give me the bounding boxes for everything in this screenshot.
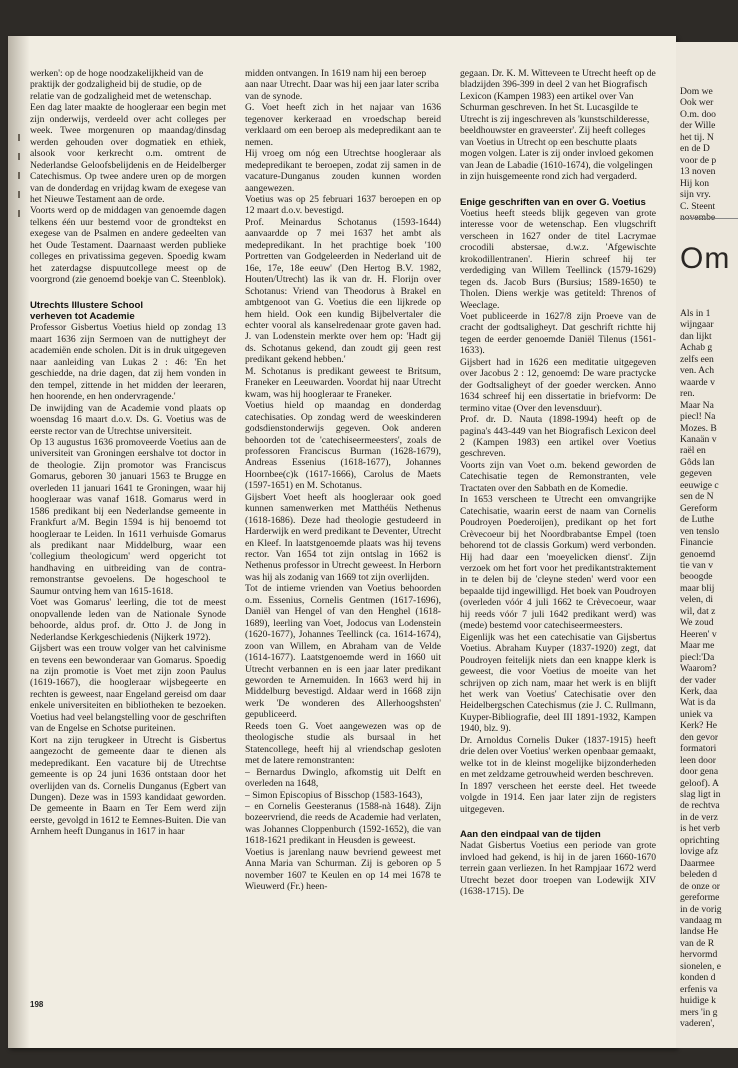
paragraph: De inwijding van de Academie vond plaats op woensdag 16 maart d.o.v. Ds. G. Voetius was de eerste rector van de Utrechtse universiteit. (30, 402, 226, 437)
paragraph: Hij vroeg om nóg een Utrechtse hoogleraar als medepredikant te beroepen, zodat zij samen in de vacature-Dunganus zouden kunnen worden aangewezen. (245, 148, 441, 194)
paragraph: Voetius hield op maandag en donderdag catechisaties. Op zondag werd de weeskinderen godsdienstonderwijs gegeven. Ook anderen behoorden tot de 'catechiseermeesters', zoals de professoren Franciscus Burman (1628-1679), Andreas Essenius (1618-1677), Johannes Hoornbee(c)k (1617-1666), Carolus de Maets (1597-1651) en M. Schotanus. (245, 400, 441, 492)
section-heading: Utrechts Illustere School verheven tot Academie (30, 299, 144, 323)
paragraph: Tot de intieme vrienden van Voetius behoorden o.m. Essenius, Cornelis Gentmen (1617-1696), Daniël van Hengel of van den Henghel (1618-1689), leerling van Voet, Jodocus van Lodenstein (1620-1677), Johannes Teellinck (ca. 1614-1674), zoon van Willem, en Abraham van de Velde (1614-1677). Laatstgenoemde werd in 1660 uit Utrecht verbannen en is een jaar later predikant geworden te Arnemuiden. In 1663 werd hij in Middelburg bevestigd. Aldaar werd in 1668 zijn werk 'De wonderen des Allerhoogshsten' gepubliceerd. (245, 583, 441, 721)
paragraph: Nadat Gisbertus Voetius een periode van grote invloed had gekend, is hij in de jaren 1660-1670 terrein gaan verliezen. In het Rampjaar 1672 werd Utrecht bezet door troepen van Lodewijk XIV (1638-1715). De (460, 840, 656, 898)
paragraph: Voorts zijn van Voet o.m. bekend geworden de Catechisatie tegen de Remonstranten, vele Tractaten over den Sabbath en de Komedie. (460, 459, 656, 494)
section-heading: Aan den eindpaal van de tijden (460, 828, 601, 840)
paragraph: Professor Gisbertus Voetius hield op zondag 13 maart 1636 zijn Sermoen van de nuttigheyt der academiën ende scholen. Dit is in druk uitgegeven naar aanleiding van Lukas 2 : 46: 'En het geschiedde, na drie dagen, dat zij hem vonden in den tempel, zittende in het midden der leeraren, hen hoorende, en hen ondervragende.' (30, 322, 226, 403)
paragraph: Voetius heeft steeds blijk gegeven van grote interesse voor de wetenschap. Een vlugschrift verscheen in 1627 onder de titel Lacrymae crocodili abstersae, d.w.z. 'Afgewischte krokodillentranen'. Hierin schreef hij ter verdediging van Willem Teellinck (1579-1629) tegen ds. Jacob Burs (Bursius; 1589-1650) te Tholen. Diens werkje was getiteld: Threnos of Weeclage. (460, 207, 656, 311)
paragraph: Op 13 augustus 1636 promoveerde Voetius aan de universiteit van Groningen eershalve tot doctor in de theologie. Zijn promotor was Franciscus Gomarus, geboren 30 januari 1563 te Brugge en overleden 11 januari 1641 te Groningen, waar hij hoogleraar was vanaf 1618. Gomarus werd in 1586 predikant bij een Nederlandse gemeente in Frankfurt a/M. Begin 1594 is hij benoemd tot hoogleraar te Leiden. In 1611 verhuisde Gomarus als predikant naar Middelburg, waar een 'collegium theologicum' werd opgericht tot handhaving en uitbreiding van de contra-remonstrantse gevoelens. De hogeschool te Saumur ontving hem van 1615-1618. (30, 436, 226, 597)
facing-page-body-text: Als in 1 wijngaar dan lijkt Achab g zelfs een ven. Ach waarde v ren. Maar Na piecl! Na Mozes. B Kanaän v raël en Gôds lan gegeven eeuwige c sen de N Gereform de Luthe ven tenslo Financie genoemd tie van v beoogde maar blij velen, di wil, dat z We zoud Heeren' v Maar me piecl:'Da Waarom? der vader Kerk, daa Wat is da uniek va Kerk? He den gevor formatori leen door door gena geloof). A slag ligt in de rechtva in de verz is het verb oprichting lovige afz Daarmee beleden d de onze or gereforme in de vorig vandaag m landse He van de R hervormd sionelen, e konden d erfenis va huidige k mers 'in g vaderen', (680, 308, 722, 1030)
paragraph: Gijsbert Voet heeft als hoogleraar ook goed kunnen samenwerken met Matthéüs Nethenus (1618-1686). Deze had theologie gestudeerd in Harderwijk en werd predikant te Deventer, Utrecht en Kleef. In laatstgenoemde plaats was hij tevens rector. Van 1654 tot zijn ontslag in 1662 is Nethenus professor in Utrecht geweest. In Herborn was hij als zodanig van 1669 tot zijn overlijden. (245, 491, 441, 583)
list-item: – en Cornelis Geesteranus (1588-nà 1648). Zijn bozeervriend, die reeds de Academie had verlaten, was Johannes Cloppenburch (1592-1652), die van 1618-1621 predikant in Heusden is geweest. (245, 801, 441, 847)
paragraph: Gijsbert was een trouw volger van het calvinisme en tevens een bewonderaar van Gomarus. Spoedig na zijn promotie is Voet met zijn zoon Paulus (1619-1667), die hoogleraar wijsbegeerte en rechten is geweest, naar Engeland gereisd om daar enkele universiteiten en bibliotheken te bezoeken. Voetius had veel belangstelling voor de geschriften van de Engelse en Schotse puriteinen. (30, 643, 226, 735)
facing-page (676, 42, 738, 1048)
paragraph: Eigenlijk was het een catechisatie van Gijsbertus Voetius. Abraham Kuyper (1837-1920) zegt, dat Poudroyen feitelijk niets dan een knappe klerk is geweest, die voor Voetius de moeite van het schrijven op zich nam, maar het werk is en blijft het werk van Voetius' Catechisatie over den Heidelbergschen Catechismus (zie J. C. Rullmann, Kuyper-Bibliografie, deel III 1891-1932, Kampen 1940, blz. 9). (460, 631, 656, 735)
facing-page-top-text: Dom we Ook wer O.m. doo der Wille het tij. N en de D voor de p 13 noven Hij kon sijn vry. C. Steent (680, 86, 717, 212)
paragraph: Reeds toen G. Voet aangewezen was op de theologische studie als bursaal in het Statencollege, heeft hij al vriendschap gesloten met de latere remonstranten: (245, 720, 441, 767)
paragraph: Voet publiceerde in 1627/8 zijn Proeve van de cracht der godtsaligheyt. Dat geschrift richtte hij tegen de eerder genoemde Daniël Tilenus (1561-1633). (460, 311, 656, 357)
paragraph: Een dag later maakte de hoogleraar een begin met zijn onderwijs, verdeeld over acht colleges per week. Twee morgenuren op maandag/dinsdag werden gehouden over dogmatiek en ethiek, alsook voor kerkrecht o.m. omtrent de Nederlandse Geloofsbelijdenis en de Heidelberger Catechismus. Op twee andere uren op de morgen van de donderdag en vrijdag kwam de exegese van het Nieuwe Testament aan de orde. (30, 102, 226, 205)
margin-marks (18, 134, 20, 229)
paragraph: Voet was Gomarus' leerling, die tot de meest onopvallende leden van de Nationale Synode behoorde, aldus prof. dr. Otto J. de Jong in Nederlandse Kerkgeschiedenis (Nijkerk 1972). (30, 597, 226, 643)
paragraph: Prof. Meinardus Schotanus (1593-1644) aanvaardde op 7 mei 1637 het ambt als medepredikant. In het prachtige boek '100 Portretten van Godgeleerden in Nederland uit de 16e, 17e, 18e eeuw' (Den Hertog B.V. 1982, Houten/Utrecht) las ik van dr. H. Florijn over Schotanus: Vriend van Theodorus à Brakel en ambtgenoot van G. Voetius die een lijkrede op hem hield. Ook een kundig Bijbelvertaler die echter vooral als kanselredenaar grote gaven had. J. van Lodenstein merkte over hem op: 'Hadt gij ds. Schotanus gekend, dan zoudt gij geen rest predikant gekend hebben.' (245, 216, 441, 366)
paragraph: Dr. Arnoldus Cornelis Duker (1837-1915) heeft drie delen over Voetius' werken openbaar gemaakt, welke tot in de kleinst mogelijke bijzonderheden en met zeldzame getrouwheid werden beschreven. (460, 734, 656, 781)
text-column-3 (460, 68, 656, 898)
page-number: 198 (30, 1000, 44, 1009)
divider (680, 218, 738, 219)
paragraph: gegaan. Dr. K. M. Witteveen te Utrecht heeft op de bladzijden 396-399 in deel 2 van het Biografisch Lexicon (Kampen 1983) een artikel over Van Schurman geschreven. In het St. Lucasgilde te Utrecht is zij ingeschreven als 'kunstschilderesse, beeldhouwster en graveerster'. Zij heeft colleges van Voetius in Utrecht op een beschutte plaats mogen volgen. Later is zij onder invloed gekomen van Jean de Labadie (1610-1674), die volgelingen in zijn huisgemeente rond zich had vergaderd. (460, 68, 656, 183)
paragraph: G. Voet heeft zich in het najaar van 1636 tegenover kerkeraad en vroedschap bereid verklaard om een beroep als medepredikant aan te nemen. (245, 102, 441, 148)
section-heading: Enige geschriften van en over G. Voetius (460, 196, 646, 208)
paragraph: Voetius is jarenlang nauw bevriend geweest met Anna Maria van Schurman. Zij is geboren op 5 november 1607 te Keulen en op 14 mei 1678 te Wieuwerd (Fr.) heen- (245, 846, 441, 893)
paragraph: Gijsbert had in 1626 een meditatie uitgegeven over Jacobus 2 : 12, genoemd: De ware practycke der Godtsaligheyt of der goeder wercken. Anno 1634 schreef hij een dissertatie in briefvorm: De termino vitae (Over den levensduur). (460, 356, 656, 414)
paragraph: Prof. dr. D. Nauta (1898-1994) heeft op de pagina's 443-449 van het Biografisch Lexicon deel 2 (Kampen 1983) een artikel over Voetius geschreven. (460, 414, 656, 460)
facing-page-heading: Om (680, 242, 731, 275)
paragraph: In 1897 verscheen het eerste deel. Het tweede volgde in 1914. Een jaar later zijn de registers uitgegeven. (460, 780, 656, 815)
paragraph: Voorts werd op de middagen van genoemde dagen telkens één uur bestemd voor de grondtekst en exegese van de Psalmen en andere gedeelten van het Oude Testament. Daarnaast werden publieke colleges en privatissima gegeven. Spoedig kwam het zaterdagse dispuutcollege meest op de voorgrond (zie genoemd boekje van C. Steenblok). (30, 205, 226, 286)
paragraph: midden ontvangen. In 1619 nam hij een beroep aan naar Utrecht. Daar was hij een jaar later scriba van de synode. (245, 68, 439, 102)
text-column-1 (30, 68, 226, 838)
paragraph: M. Schotanus is predikant geweest te Britsum, Franeker en Leeuwarden. Voordat hij naar Utrecht kwam, was hij hoogleraar te Franeker. (245, 365, 441, 400)
paragraph: In 1653 verscheen te Utrecht een omvangrijke Catechisatie, waarin eerst de naam van Cornelis Poudroyen Poederoijen), predikant op het fort Crèvecoeur bij het Noordbrabantse Empel (toen behorend tot de classis Gorkum) werd verbonden. Hij had daar een 'moeyelicken dienst'. Zijn verzoek om het fort voor het predikantstraktement in te delen bij de 'cleyne steden' werd voor een bepaalde tijd ingewilligd. Het boek van Poudroyen (overleden vóór 4 juli 1662 te Crèvecoeur, waar hij reeds vóór 7 juli 1642 predikant werd) was (mede) bestemd voor catechiseermeesters. (460, 494, 656, 632)
text-column-2 (245, 68, 441, 893)
list-item: – Bernardus Dwinglo, afkomstig uit Delft en overleden na 1648, (245, 766, 441, 790)
paragraph: Kort na zijn terugkeer in Utrecht is Gisbertus aangezocht de gemeente daar te dienen als medepredikant. Een vacature bij de Utrechtse gemeente is op 24 juni 1636 ontstaan door het overlijden van ds. Cornelis Dunganus (Egbert van Dungen). Deze was in 1593 kandidaat geworden. De gemeente in Baarn en Ter Eem werd zijn eerste, gevolgd in 1612 te Eemnes-Buiten. Die van Arnhem heeft Dunganus in 1617 in haar (30, 734, 226, 838)
list-item: – Simon Episcopius of Bisschop (1583-1643), (245, 789, 423, 801)
paragraph: werken': op de hoge noodzakelijkheid van de praktijk der godzaligheid bij de studie, op de relatie van de godzaligheid met de wetenschap. (30, 68, 212, 102)
paragraph: Voetius was op 25 februari 1637 beroepen en op 12 maart d.o.v. bevestigd. (245, 193, 441, 217)
